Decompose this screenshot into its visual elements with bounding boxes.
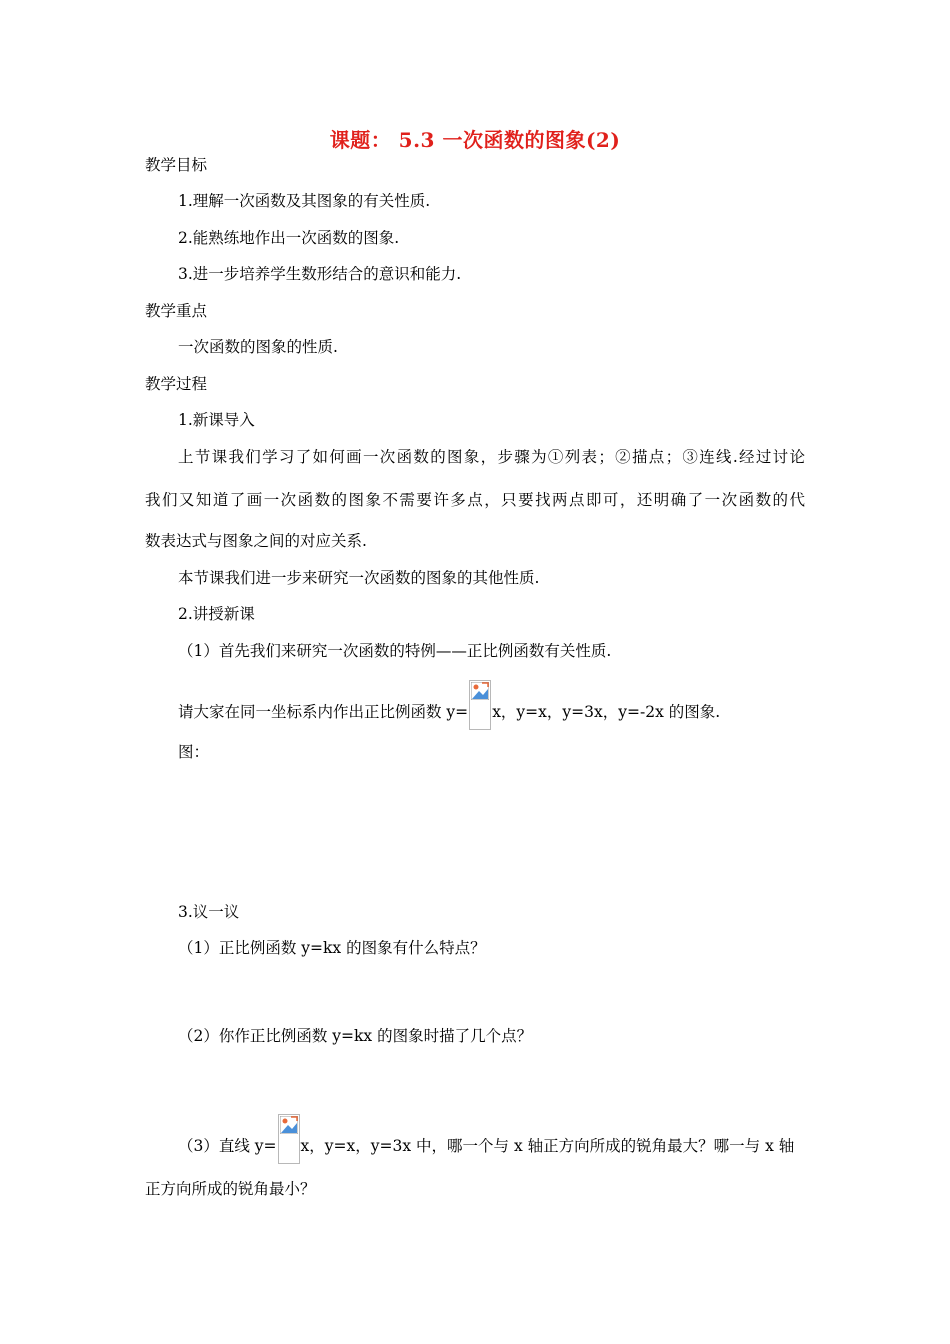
question-item-continued: 正方向所成的锐角最小？ — [145, 1180, 316, 1198]
item-text-suffix: x，y=x，y=3x，y=-2x 的图象. — [492, 703, 721, 721]
paragraph-line: 数表达式与图象之间的对应关系. — [145, 532, 367, 550]
item-text-prefix: 请大家在同一坐标系内作出正比例函数 y= — [178, 703, 469, 721]
broken-image-icon — [469, 680, 491, 730]
step-heading: 3.议一议 — [178, 903, 240, 921]
question-text-suffix: x，y=x，y=3x 中，哪一个与 x 轴正方向所成的锐角最大？哪一与 x 轴 — [300, 1137, 795, 1155]
key-item: 一次函数的图象的性质. — [178, 338, 338, 356]
paragraph-line: 我们又知道了画一次函数的图象不需要许多点，只要找两点即可，还明确了一次函数的代 — [145, 491, 805, 509]
process-heading: 教学过程 — [145, 375, 208, 393]
key-heading: 教学重点 — [145, 302, 208, 320]
goal-item: 2.能熟练地作出一次函数的图象. — [178, 229, 400, 247]
question-item: （1）正比例函数 y=kx 的图象有什么特点？ — [178, 939, 486, 957]
broken-image-icon — [278, 1114, 300, 1164]
paragraph: 本节课我们进一步来研究一次函数的图象的其他性质. — [178, 569, 540, 587]
question-text-prefix: （3）直线 y= — [178, 1137, 277, 1155]
step-heading: 1.新课导入 — [178, 411, 255, 429]
list-item: （1）首先我们来研究一次函数的特例——正比例函数有关性质. — [178, 642, 612, 660]
paragraph-line: 上节课我们学习了如何画一次函数的图象，步骤为①列表；②描点；③连线.经过讨论 — [178, 448, 805, 466]
figure-label: 图： — [178, 743, 210, 761]
goal-item: 1.理解一次函数及其图象的有关性质. — [178, 192, 431, 210]
list-item — [178, 688, 720, 738]
goals-heading: 教学目标 — [145, 156, 208, 174]
goal-item: 3.进一步培养学生数形结合的意识和能力. — [178, 265, 462, 283]
question-item: （2）你作正比例函数 y=kx 的图象时描了几个点？ — [178, 1027, 533, 1045]
step-heading: 2.讲授新课 — [178, 605, 255, 623]
question-item — [178, 1122, 794, 1172]
page-title: 课题： 5.3 一次函数的图象(2) — [329, 128, 621, 152]
